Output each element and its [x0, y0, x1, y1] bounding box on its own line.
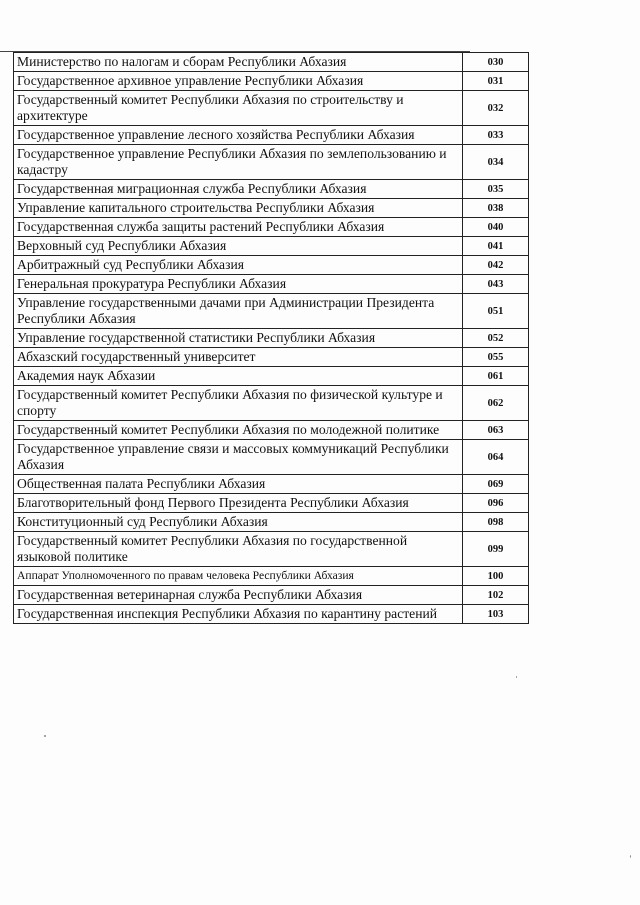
organization-code: 040: [463, 218, 529, 237]
organization-name: Конституционный суд Республики Абхазия: [14, 513, 463, 532]
table-row: [14, 199, 529, 218]
organization-name: Благотворительный фонд Первого Президента Республики Абхазия: [14, 494, 463, 513]
table-row: [14, 386, 529, 421]
table-row: [14, 605, 529, 624]
organization-name: Министерство по налогам и сборам Республики Абхазия: [14, 53, 463, 72]
organization-name: Государственная ветеринарная служба Республики Абхазия: [14, 586, 463, 605]
table-row: [14, 294, 529, 329]
organization-name: Абхазский государственный университет: [14, 348, 463, 367]
table-row: [14, 91, 529, 126]
organization-code: 043: [463, 275, 529, 294]
organization-code: 051: [463, 294, 529, 329]
table-row: [14, 567, 529, 586]
organization-code: 099: [463, 532, 529, 567]
organization-name: Государственное архивное управление Республики Абхазия: [14, 72, 463, 91]
organization-name: Государственный комитет Республики Абхазия по государственной языковой политике: [14, 532, 463, 567]
table-row: [14, 256, 529, 275]
organization-name: Академия наук Абхазии: [14, 367, 463, 386]
organization-code: 102: [463, 586, 529, 605]
table-row: [14, 421, 529, 440]
organization-name: Арбитражный суд Республики Абхазия: [14, 256, 463, 275]
organization-code: 063: [463, 421, 529, 440]
organization-name: Государственный комитет Республики Абхазия по физической культуре и спорту: [14, 386, 463, 421]
organization-name: Управление государственными дачами при Администрации Президента Республики Абхазия: [14, 294, 463, 329]
table-row: [14, 367, 529, 386]
organization-name: Государственная служба защиты растений Республики Абхазия: [14, 218, 463, 237]
organization-name: Общественная палата Республики Абхазия: [14, 475, 463, 494]
scan-speck: [44, 735, 46, 737]
organization-code: 052: [463, 329, 529, 348]
organization-code: 103: [463, 605, 529, 624]
organization-code: 098: [463, 513, 529, 532]
table-row: [14, 513, 529, 532]
organization-name: Государственное управление лесного хозяйства Республики Абхазия: [14, 126, 463, 145]
organization-name: Государственная инспекция Республики Абхазия по карантину растений: [14, 605, 463, 624]
table-row: [14, 475, 529, 494]
table-row: [14, 72, 529, 91]
organization-name: Управление капитального строительства Республики Абхазия: [14, 199, 463, 218]
organization-code: 062: [463, 386, 529, 421]
table-row: [14, 329, 529, 348]
organization-code: 064: [463, 440, 529, 475]
organization-name: Государственный комитет Республики Абхазия по строительству и архитектуре: [14, 91, 463, 126]
table-row: [14, 180, 529, 199]
scan-speck: [630, 855, 631, 858]
organization-codes-table: [13, 52, 529, 624]
organization-code: 030: [463, 53, 529, 72]
organization-name: Аппарат Уполномоченного по правам человека Республики Абхазия: [14, 567, 463, 586]
table-row: [14, 237, 529, 256]
table-row: [14, 440, 529, 475]
organization-name: Верховный суд Республики Абхазия: [14, 237, 463, 256]
table-row: [14, 494, 529, 513]
table-row: [14, 348, 529, 367]
organization-code: 096: [463, 494, 529, 513]
table-row: [14, 275, 529, 294]
organization-code: 061: [463, 367, 529, 386]
organization-code: 031: [463, 72, 529, 91]
table-row: [14, 218, 529, 237]
scan-speck: [516, 676, 517, 678]
organization-name: Государственное управление Республики Абхазия по землепользованию и кадастру: [14, 145, 463, 180]
organization-code: 042: [463, 256, 529, 275]
organization-code: 034: [463, 145, 529, 180]
organization-name: Управление государственной статистики Республики Абхазия: [14, 329, 463, 348]
organization-code: 069: [463, 475, 529, 494]
organization-code: 038: [463, 199, 529, 218]
organization-code: 041: [463, 237, 529, 256]
organization-code: 100: [463, 567, 529, 586]
table-row: [14, 586, 529, 605]
table-row: [14, 126, 529, 145]
table-row: [14, 532, 529, 567]
organization-name: Государственное управление связи и массовых коммуникаций Республики Абхазия: [14, 440, 463, 475]
organization-code: 055: [463, 348, 529, 367]
organization-name: Государственный комитет Республики Абхазия по молодежной политике: [14, 421, 463, 440]
organization-name: Государственная миграционная служба Республики Абхазия: [14, 180, 463, 199]
organization-code: 035: [463, 180, 529, 199]
table-row: [14, 53, 529, 72]
organization-code: 033: [463, 126, 529, 145]
table-row: [14, 145, 529, 180]
organization-code: 032: [463, 91, 529, 126]
organization-name: Генеральная прокуратура Республики Абхазия: [14, 275, 463, 294]
